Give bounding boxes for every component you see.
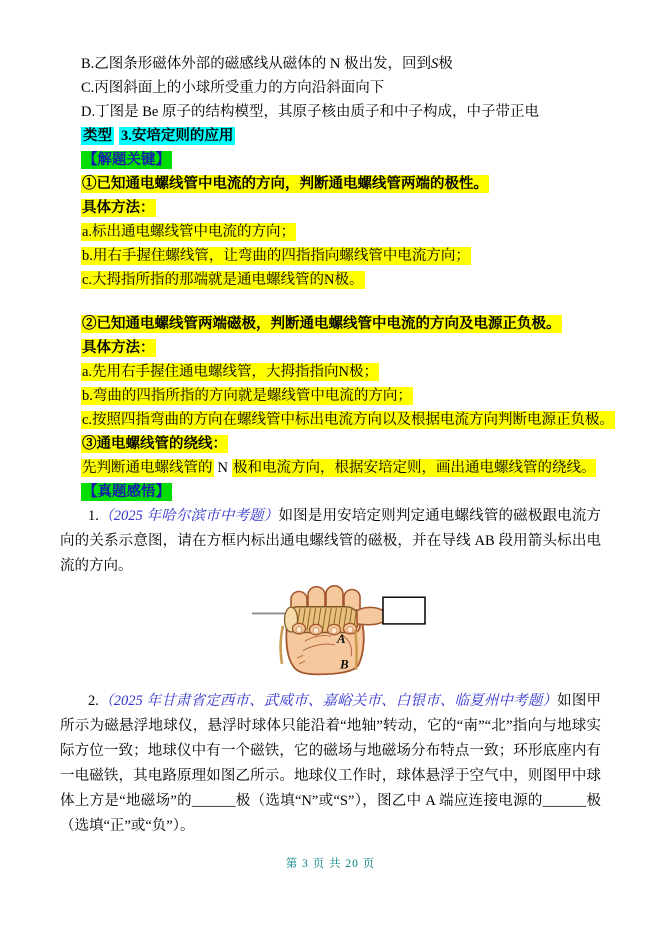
point-3-body-n: N — [217, 460, 228, 476]
option-b-text: B.乙图条形磁体外部的磁感线从磁体的 N 极出发，回到 — [81, 56, 432, 72]
method-1-label: 具体方法： — [82, 200, 155, 216]
method-1-step-b-text: b.用右手握住螺线管，让弯曲的四指指向螺线管中电流方向； — [82, 248, 470, 264]
point-3-body — [81, 456, 601, 480]
option-b-symbol: S — [431, 56, 439, 72]
option-b-suffix: 极 — [438, 56, 453, 72]
exam-header: 【真题感悟】 — [83, 484, 170, 500]
method-1-step-c — [81, 268, 601, 292]
section-type-header — [81, 124, 601, 148]
question-1-number: 1. — [88, 508, 99, 524]
method-2-step-c — [81, 408, 615, 432]
method-1-step-a-text: a.标出通电螺线管中电流的方向； — [82, 224, 296, 240]
method-1-step-a — [81, 220, 601, 244]
method-2-step-c-text: c.按照四指弯曲的方向在螺线管中标出电流方向以及根据电流方向判断电源正负极。 — [82, 412, 615, 428]
option-c — [81, 76, 601, 100]
key-points-header-row — [81, 148, 601, 172]
method-2-label-row — [81, 336, 601, 360]
point-2 — [81, 312, 601, 336]
question-1-body: 如图是用安培定则判定通电螺线管的磁极跟电流方向的关系示意图，请在方框内标出通电螺线管的磁极，并在导线 AB 段用箭头标出电流的方向。 — [60, 508, 601, 574]
question-1 — [60, 504, 601, 579]
method-2-step-a — [81, 360, 601, 384]
question-2-body: 如图甲所示为磁悬浮地球仪，悬浮时球体只能沿着“地轴”转动，它的“南”“北”指向与地球实际方位一致；地球仪中有一个磁铁，它的磁场与地磁场分布特点一致；环形底座内有一电磁铁，其电路原理如图乙所示。地球仪工作时，球体悬浮于空气中，则图甲中球体上方是“地磁场”的______极（选填“N”或“S”），图乙中 A 端应连接电源的______极（选填“正”或“负”）。 — [60, 693, 602, 834]
point-3-body-end: 极和电流方向，根据安培定则，画出通电螺线管的绕线。 — [232, 460, 596, 476]
document-content — [60, 52, 615, 839]
section-type-title: 3.安培定则的应用 — [121, 128, 234, 144]
point-3-text: ③通电螺线管的绕线： — [82, 436, 227, 452]
hand-solenoid-illustration — [245, 582, 435, 682]
method-1-step-b — [81, 244, 601, 268]
question-2-source: （2025 年甘肃省定西市、武威市、嘉峪关市、白银市、临夏州中考题） — [98, 693, 558, 709]
question-2 — [60, 689, 601, 839]
question-2-number: 2. — [88, 693, 99, 709]
option-b — [81, 52, 601, 76]
option-d-text: D.丁图是 Be 原子的结构模型，其原子核由质子和中子构成，中子带正电 — [81, 104, 539, 120]
method-1-step-c-text: c.大拇指所指的那端就是通电螺线管的N极。 — [82, 272, 364, 288]
method-2-step-b-text: b.弯曲的四指所指的方向就是螺线管中电流的方向； — [82, 388, 412, 404]
method-2-step-a-text: a.先用右手握住通电螺线管，大拇指指向N极； — [82, 364, 379, 380]
point-3-body-start: 先判断通电螺线管的 — [82, 460, 213, 476]
point-2-text: ②已知通电螺线管两端磁极，判断通电螺线管中电流的方向及电源正负极。 — [82, 316, 561, 332]
option-c-text: C.丙图斜面上的小球所受重力的方向沿斜面向下 — [81, 80, 385, 96]
method-2-step-b — [81, 384, 601, 408]
point-3 — [81, 432, 601, 456]
point-1 — [81, 172, 601, 196]
label-a: A — [336, 632, 346, 646]
point-1-text: ①已知通电螺线管中电流的方向，判断通电螺线管两端的极性。 — [82, 176, 488, 192]
method-2-label: 具体方法： — [82, 340, 155, 356]
exam-header-row — [81, 480, 601, 504]
pole-label-box — [383, 597, 425, 624]
key-points-header: 【解题关键】 — [83, 152, 170, 168]
page-footer: 第 3 页 共 20 页 — [285, 858, 376, 870]
right-hand-thumb — [357, 607, 386, 624]
wire-end-left — [280, 626, 282, 664]
option-d — [81, 100, 601, 124]
label-b: B — [339, 657, 349, 672]
method-1-label-row — [81, 196, 601, 220]
ampere-rule-hand-figure — [227, 582, 435, 687]
section-type-label: 类型 — [83, 128, 112, 144]
question-1-source: （2025 年哈尔滨市中考题） — [98, 508, 279, 524]
